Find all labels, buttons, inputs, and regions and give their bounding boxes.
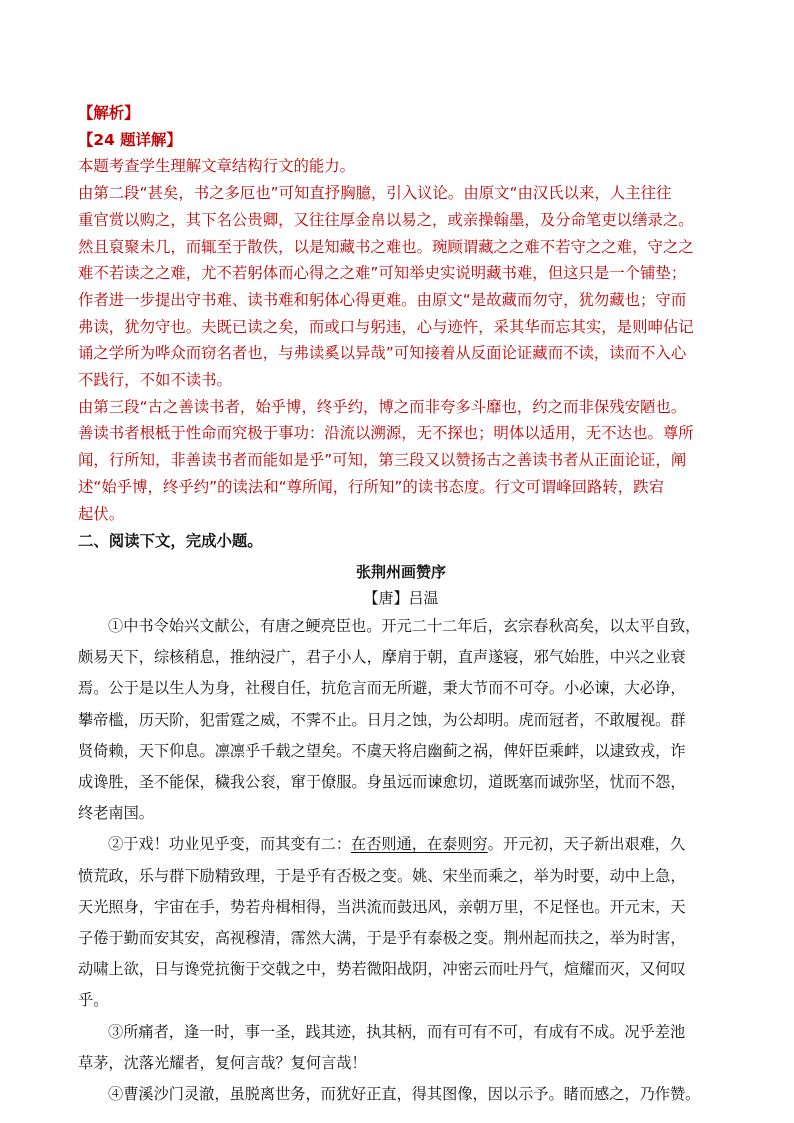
analysis-line: 诵之学所为哗众而窃名者也，与弗读奚以异哉”可知接着从反面论证藏而不读，读而不入心 — [78, 344, 687, 363]
text-line: 乎。 — [78, 991, 109, 1010]
text-line: 贤倚赖，天下仰息。凛凛乎千载之望矣。不虞天将启幽蓟之祸，俾奸臣乘衅，以逮致戎，诈 — [78, 741, 686, 760]
section-heading: 二、阅读下文，完成小题。 — [78, 532, 263, 551]
analysis-line: 起伏。 — [78, 504, 125, 523]
underlined-sentence: 在否则通，在泰则穷 — [351, 835, 488, 854]
analysis-heading: 【解析】 — [78, 104, 140, 122]
text-segment: 。开元初，天子新出艰难，久 — [487, 835, 686, 854]
analysis-line: 述“始乎博，终乎约”的读法和“尊所闻，行所知”的读书态度。行文可谓峰回路转，跌宕 — [78, 477, 664, 496]
paragraph-3 — [78, 1017, 724, 1079]
text-line: 子倦于勤而安其安，高视穆清，霈然大满，于是乎有泰极之变。荆州起而扶之，举为时害， — [78, 928, 686, 947]
document-page — [78, 100, 724, 1110]
text-line: 天光照身，宇宙在手，势若舟楫相得，当洪流而鼓迅风，亲朝万里，不足怪也。开元末，天 — [78, 897, 686, 916]
text-line: 焉。公于是以生人为身，社稷自任，抗危言而无所避，秉大节而不可夺。小必谏，大必诤， — [78, 679, 686, 698]
text-line: ④曹溪沙门灵澈，虽脱离世务，而犹好正直，得其图像，因以示予。睹而感之，乃作赞。 — [108, 1085, 701, 1103]
text-line: ①中书令始兴文献公，有唐之鲠亮臣也。开元二十二年后，玄宗春秋高矣，以太平自致， — [108, 616, 701, 635]
analysis-line: 本题考查学生理解文章结构行文的能力。 — [78, 157, 356, 176]
analysis-line: 善读书者根柢于性命而究极于事功：沿流以溯源，无不探也；明体以适用，无不达也。尊所 — [78, 424, 694, 443]
paragraph-4 — [78, 1079, 724, 1110]
analysis-line: 由第三段“古之善读书者，始乎博，终乎约，博之而非夸多斗靡也，约之而非保残安陋也。 — [78, 397, 687, 416]
text-line — [78, 829, 724, 860]
analysis-subheading: 【24 题详解】 — [78, 130, 182, 149]
analysis-line: 重官赏以购之，其下名公贵卿，又往往厚金帛以易之，或亲操翰墨，及分命笔吏以缮录之。 — [78, 210, 694, 229]
text-line: 草茅，沈落光耀者，复何言哉？复何言哉！ — [78, 1053, 367, 1072]
analysis-line: 由第二段“甚矣，书之多厄也”可知直抒胸臆，引入议论。由原文“由汉氏以来，人主往往 — [78, 184, 672, 203]
text-author: 【唐】吕温 — [363, 588, 439, 607]
text-line: 愤荒政，乐与群下励精致理，于是乎有否极之变。姚、宋坐而乘之，举为时要，动中上急， — [78, 866, 686, 885]
analysis-line: 然且裒聚未几，而辄至于散佚，以是知藏书之难也。琬顾谓藏之之难不若守之之难，守之之 — [78, 237, 694, 256]
analysis-line: 弗读，犹勿守也。夫既已读之矣，而或口与躬违，心与迹忤，采其华而忘其实，是则呻佔记 — [78, 317, 694, 336]
text-line: 攀帝槛，历天阶，犯雷霆之威，不霁不止。日月之蚀，为公却明。虎而冠者，不敢履视。群 — [78, 710, 686, 729]
text-line: ③所痛者，逢一时，事一圣，践其迹，执其柄，而有可有不可，有成有不成。况乎差池 — [108, 1022, 686, 1041]
analysis-line: 难不若读之之难，尤不若躬体而心得之之难”可知举史实说明藏书难，但这只是一个铺垫； — [78, 264, 687, 283]
paragraph-1 — [78, 611, 724, 829]
text-line: 颇易天下，综核稍息，推纳浸广，君子小人，摩肩于朝，直声遂寝，邪气始胜，中兴之业衰 — [78, 648, 686, 667]
analysis-body — [78, 153, 724, 527]
text-line: 终老南国。 — [78, 804, 154, 823]
paragraph-2 — [78, 829, 724, 1016]
analysis-line: 不践行，不如不读书。 — [78, 371, 232, 390]
text-segment: ②于戏！功业见乎变，而其变有二： — [108, 835, 351, 854]
analysis-line: 作者进一步提出守书难、读书难和躬体心得更难。由原文“是故藏而勿守，犹勿藏也；守而 — [78, 290, 687, 309]
analysis-line: 闻，行所知，非善读书者而能如是乎”可知，第三段又以赞扬古之善读书者从正面论证，阐 — [78, 451, 687, 470]
text-title: 张荆州画赞序 — [355, 562, 446, 581]
text-line: 动啸上欲，日与谗党抗衡于交戟之中，势若微阳战阴，冲密云而吐丹气，煊耀而灭，又何叹 — [78, 960, 686, 979]
text-line: 成谗胜，圣不能保，穢我公衮，窜于僚服。身虽远而谏愈切，道既塞而诚弥坚，忧而不怨， — [78, 772, 686, 791]
